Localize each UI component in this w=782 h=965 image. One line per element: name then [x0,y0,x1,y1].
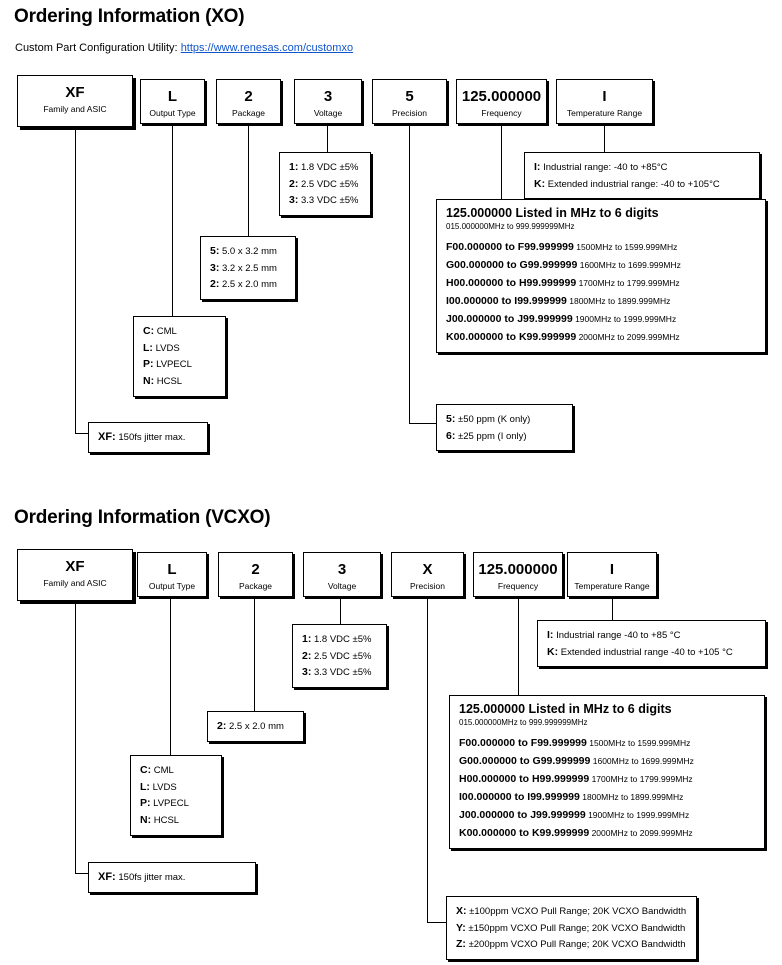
vcxo-frequency-text-4: 1900MHz to 1999.999MHz [588,810,690,821]
xo-frequency-text-3: 1800MHz to 1899.999MHz [569,296,671,307]
vcxo-family-callout [88,862,256,893]
vcxo-connector-frequency [518,597,519,696]
vcxo-package-key-0: 2: [217,720,227,732]
xo-output-row-3 [143,373,216,390]
xo-frequency-row-1 [446,256,756,274]
vcxo-field-output-type-caption: Output Type [148,581,196,591]
vcxo-temperature-text-0: Industrial range -40 to +85 °C [556,630,681,641]
vcxo-temperature-text-1: Extended industrial range -40 to +105 °C [560,646,733,658]
vcxo-connector-voltage [340,597,341,625]
vcxo-voltage-text-1: 2.5 VDC ±5% [313,650,372,662]
xo-output-text-1: LVDS [155,342,180,354]
xo-package-text-0: 5.0 x 3.2 mm [221,246,277,257]
xo-connector-family-v [75,127,76,433]
xo-package-row-0 [210,243,286,260]
vcxo-frequency-row-0 [459,734,755,752]
xo-package-row-1 [210,260,286,277]
vcxo-output-text-1: LVDS [152,781,177,793]
xo-output-text-3: HCSL [156,376,183,388]
vcxo-family-text: 150fs jitter max. [118,872,186,883]
vcxo-field-package[interactable] [218,552,293,597]
vcxo-precision-callout [446,896,697,960]
xo-field-package-code: 2 [244,88,253,105]
xo-frequency-row-4 [446,310,756,328]
xo-family-key: XF: [98,431,116,443]
vcxo-output-key-3: N: [140,814,152,827]
xo-family-text: 150fs jitter max. [118,432,186,443]
vcxo-field-output-type[interactable] [137,552,207,597]
xo-field-family-caption: Family and ASIC [43,104,107,114]
vcxo-temperature-callout [537,620,766,667]
xo-voltage-text-0: 1.8 VDC ±5% [300,162,359,173]
xo-field-temperature-range[interactable] [556,79,653,124]
vcxo-frequency-row-1 [459,752,755,770]
vcxo-field-frequency[interactable] [473,552,563,597]
vcxo-connector-precision-h [427,922,447,923]
xo-frequency-text-2: 1700MHz to 1799.999MHz [578,278,680,289]
vcxo-output-row-3 [140,812,212,829]
vcxo-field-precision[interactable] [391,552,464,597]
xo-output-row-0 [143,323,216,340]
xo-connector-package [248,124,249,237]
vcxo-frequency-key-5: K00.000000 to K99.999999 [459,827,590,840]
vcxo-voltage-text-0: 1.8 VDC ±5% [313,634,372,645]
xo-frequency-key-3: I00.000000 to I99.999999 [446,295,567,308]
xo-connector-output [172,124,173,317]
xo-precision-key-1: 6: [446,429,456,442]
xo-temperature-text-0: Industrial range: -40 to +85°C [543,162,668,173]
xo-voltage-text-1: 2.5 VDC ±5% [300,178,359,190]
xo-temperature-callout [524,152,760,199]
xo-voltage-row-2 [289,192,361,209]
vcxo-frequency-key-0: F00.000000 to F99.999999 [459,737,587,749]
xo-temperature-text-1: Extended industrial range: -40 to +105°C [547,178,720,190]
vcxo-connector-family-v [75,601,76,873]
xo-field-output-type[interactable] [140,79,205,124]
vcxo-voltage-key-1: 2: [302,649,312,662]
xo-field-voltage[interactable] [294,79,362,124]
xo-voltage-row-0 [289,159,361,176]
vcxo-precision-key-2: Z: [456,938,466,951]
vcxo-output-type-callout [130,755,222,836]
vcxo-frequency-key-3: I00.000000 to I99.999999 [459,791,580,804]
xo-package-row-2 [210,276,286,293]
xo-package-key-2: 2: [210,278,220,291]
xo-package-key-1: 3: [210,261,220,274]
vcxo-frequency-row-3 [459,788,755,806]
xo-output-text-0: CML [156,326,177,337]
vcxo-voltage-row-2 [302,664,377,681]
xo-field-voltage-code: 3 [323,88,333,105]
vcxo-field-frequency-caption: Frequency [497,581,539,591]
xo-frequency-key-4: J00.000000 to J99.999999 [446,313,573,326]
xo-field-package[interactable] [216,79,281,124]
xo-frequency-text-0: 1500MHz to 1599.999MHz [576,242,678,252]
xo-connector-frequency [501,124,502,200]
vcxo-temperature-key-1: K: [547,645,559,658]
vcxo-field-temperature-range-caption: Temperature Range [574,581,650,591]
vcxo-package-callout [207,711,304,742]
xo-connector-voltage [327,124,328,154]
vcxo-field-family-caption: Family and ASIC [43,578,107,588]
vcxo-frequency-text-1: 1600MHz to 1699.999MHz [592,756,694,767]
xo-frequency-row-3 [446,292,756,310]
vcxo-field-temperature-range-code: I [609,561,615,578]
vcxo-voltage-row-0 [302,631,377,648]
xo-field-frequency-code: 125.000000 [461,88,542,105]
vcxo-precision-row-2 [456,936,687,953]
vcxo-family-key: XF: [98,871,116,883]
xo-package-key-0: 5: [210,245,220,257]
vcxo-frequency-key-1: G00.000000 to G99.999999 [459,755,591,768]
vcxo-frequency-row-4 [459,806,755,824]
vcxo-output-row-2 [140,795,212,812]
vcxo-frequency-callout [449,695,765,849]
xo-family-callout [88,422,208,453]
vcxo-frequency-header: 125.000000 Listed in MHz to 6 digits [459,702,672,716]
vcxo-field-package-caption: Package [238,581,273,591]
xo-field-precision-code: 5 [405,88,414,105]
xo-voltage-callout [279,152,371,216]
xo-package-callout [200,236,296,300]
xo-frequency-row-0 [446,238,756,256]
vcxo-frequency-key-2: H00.000000 to H99.999999 [459,773,590,786]
vcxo-output-text-2: LVPECL [153,798,189,810]
vcxo-voltage-callout [292,624,387,688]
vcxo-field-package-code: 2 [251,561,260,578]
xo-frequency-key-5: K00.000000 to K99.999999 [446,331,577,344]
vcxo-frequency-row-2 [459,770,755,788]
xo-frequency-text-1: 1600MHz to 1699.999MHz [579,260,681,271]
vcxo-frequency-sub: 015.000000MHz to 999.999999MHz [459,718,588,727]
xo-temperature-key-1: K: [534,177,546,190]
vcxo-voltage-key-2: 3: [302,666,312,679]
vcxo-frequency-key-4: J00.000000 to J99.999999 [459,809,586,822]
xo-precision-row-1 [446,428,563,445]
vcxo-output-key-1: L: [140,780,150,793]
xo-package-text-2: 2.5 x 2.0 mm [221,279,277,291]
xo-field-output-type-caption: Output Type [149,108,196,118]
xo-field-temperature-range-caption: Temperature Range [566,108,643,118]
xo-temperature-row-1 [534,176,750,193]
vcxo-field-family-code: XF [65,558,85,575]
xo-output-type-callout [133,316,226,397]
xo-output-key-0: C: [143,325,155,337]
vcxo-field-precision-code: X [422,561,433,578]
vcxo-precision-key-1: Y: [456,921,466,934]
vcxo-field-temperature-range[interactable] [567,552,657,597]
vcxo-package-row-0 [217,718,294,735]
xo-field-precision[interactable] [372,79,447,124]
xo-field-family-code: XF [65,84,85,101]
xo-subtitle-text: Custom Part Configuration Utility: [15,42,178,54]
xo-family-row [98,429,198,446]
vcxo-output-text-0: CML [153,765,174,776]
xo-precision-key-0: 5: [446,413,456,425]
xo-voltage-key-1: 2: [289,177,299,190]
vcxo-connector-output [170,597,171,755]
xo-field-temperature-range-code: I [602,88,607,105]
xo-frequency-row-2 [446,274,756,292]
xo-frequency-key-0: F00.000000 to F99.999999 [446,241,574,253]
vcxo-frequency-text-5: 2000MHz to 2099.999MHz [591,828,693,839]
xo-field-output-type-code: L [167,88,178,105]
vcxo-temperature-row-1 [547,644,756,661]
vcxo-connector-package [254,597,255,711]
vcxo-connector-precision-v [427,597,428,922]
xo-temperature-row-0 [534,159,750,176]
vcxo-field-frequency-code: 125.000000 [478,561,558,578]
xo-section-title: Ordering Information (XO) [14,6,245,27]
xo-precision-text-0: ±50 ppm (K only) [457,414,531,425]
vcxo-precision-key-0: X: [456,905,467,917]
xo-field-family[interactable] [17,75,133,127]
vcxo-frequency-text-0: 1500MHz to 1599.999MHz [589,738,691,748]
xo-frequency-sub: 015.000000MHz to 999.999999MHz [446,222,575,231]
custom-part-utility-link[interactable]: https://www.renesas.com/customxo [180,42,354,54]
xo-field-package-caption: Package [231,108,266,118]
vcxo-field-voltage-code: 3 [337,561,347,578]
vcxo-precision-text-0: ±100ppm VCXO Pull Range; 20K VCXO Bandwidth [469,906,687,917]
vcxo-frequency-text-2: 1700MHz to 1799.999MHz [591,774,693,785]
vcxo-package-text-0: 2.5 x 2.0 mm [228,721,284,732]
vcxo-field-voltage[interactable] [303,552,381,597]
vcxo-voltage-row-1 [302,648,377,665]
xo-frequency-text-5: 2000MHz to 2099.999MHz [578,332,680,343]
xo-field-frequency-caption: Frequency [481,108,522,118]
xo-output-row-2 [143,356,216,373]
xo-field-precision-caption: Precision [392,108,427,118]
vcxo-connector-temperature [612,597,613,622]
xo-voltage-row-1 [289,176,361,193]
xo-frequency-key-2: H00.000000 to H99.999999 [446,277,577,290]
xo-output-key-2: P: [143,358,154,371]
xo-precision-callout [436,404,573,451]
xo-field-frequency[interactable] [456,79,547,124]
vcxo-output-text-3: HCSL [153,815,180,827]
xo-output-key-1: L: [143,341,153,354]
xo-frequency-row-5 [446,328,756,346]
xo-output-text-2: LVPECL [156,359,192,371]
xo-field-voltage-caption: Voltage [313,108,343,118]
xo-frequency-header: 125.000000 Listed in MHz to 6 digits [446,206,659,220]
vcxo-frequency-text-3: 1800MHz to 1899.999MHz [582,792,684,803]
xo-connector-precision-h [409,423,437,424]
vcxo-field-precision-caption: Precision [410,581,445,591]
vcxo-output-row-0 [140,762,212,779]
xo-voltage-key-2: 3: [289,194,299,207]
xo-package-text-1: 3.2 x 2.5 mm [221,262,277,274]
vcxo-output-row-1 [140,779,212,796]
vcxo-output-key-0: C: [140,764,152,776]
xo-subtitle [15,42,353,54]
xo-precision-text-1: ±25 ppm (I only) [457,430,527,442]
xo-output-key-3: N: [143,375,155,388]
xo-voltage-text-2: 3.3 VDC ±5% [300,195,359,207]
vcxo-frequency-row-5 [459,824,755,842]
vcxo-precision-row-1 [456,920,687,937]
vcxo-precision-text-1: ±150ppm VCXO Pull Range; 20K VCXO Bandwidth [468,922,686,934]
vcxo-section-title: Ordering Information (VCXO) [14,507,271,528]
vcxo-precision-text-2: ±200ppm VCXO Pull Range; 20K VCXO Bandwidth [468,939,686,951]
xo-precision-row-0 [446,411,563,428]
xo-output-row-1 [143,340,216,357]
xo-frequency-key-1: G00.000000 to G99.999999 [446,259,578,272]
vcxo-output-key-2: P: [140,797,151,810]
xo-frequency-callout [436,199,766,353]
xo-connector-temperature [604,124,605,154]
vcxo-field-voltage-caption: Voltage [327,581,357,591]
xo-frequency-text-4: 1900MHz to 1999.999MHz [575,314,677,325]
xo-temperature-key-0: I: [534,161,541,173]
vcxo-field-family[interactable] [17,549,133,601]
vcxo-family-row [98,869,246,886]
vcxo-voltage-key-0: 1: [302,633,312,645]
vcxo-precision-row-0 [456,903,687,920]
xo-connector-precision-v [409,124,410,423]
xo-voltage-key-0: 1: [289,161,299,173]
vcxo-field-output-type-code: L [167,561,177,578]
vcxo-voltage-text-2: 3.3 VDC ±5% [313,667,372,679]
vcxo-temperature-row-0 [547,627,756,644]
vcxo-temperature-key-0: I: [547,629,554,641]
